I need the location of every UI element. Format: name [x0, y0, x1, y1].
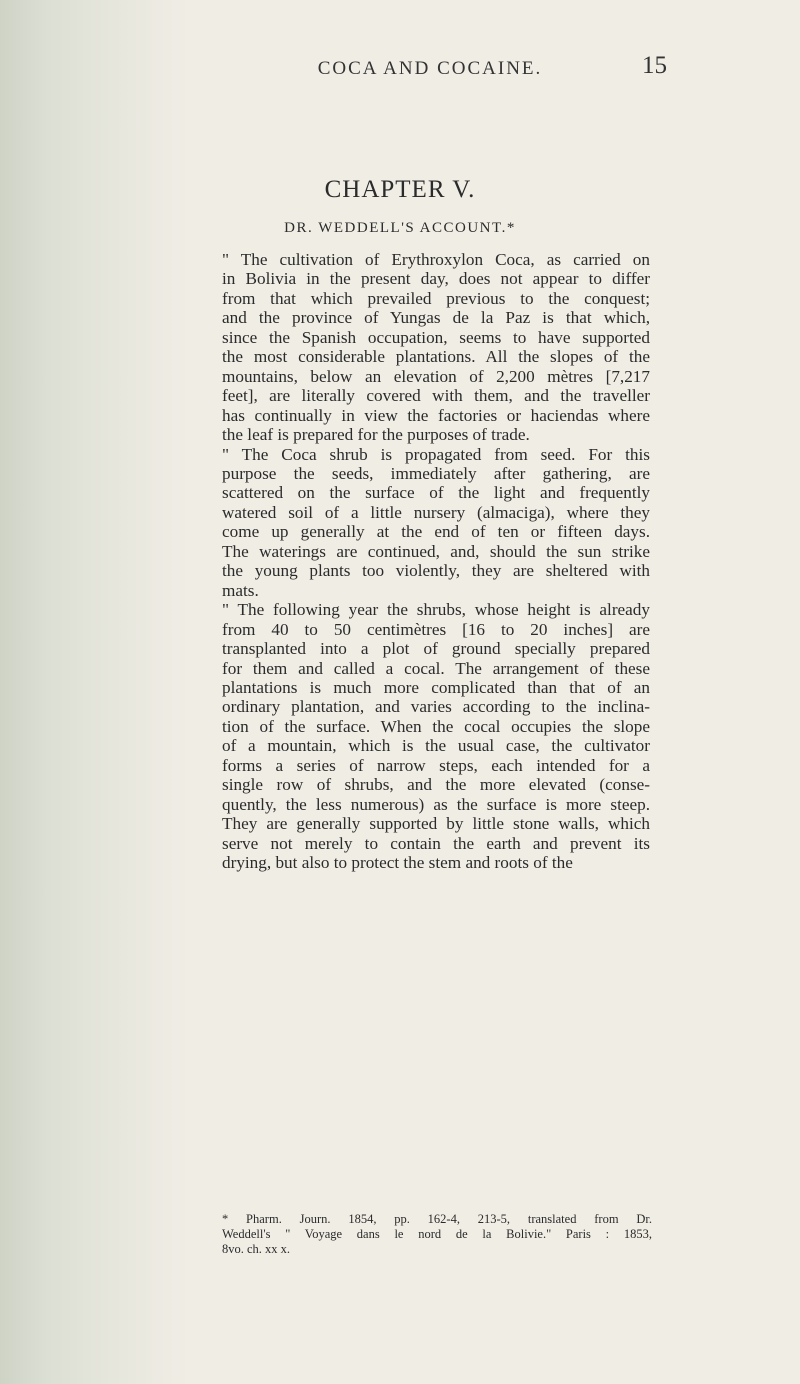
- body-line: watered soil of a little nursery (almaciga), where they: [222, 502, 650, 522]
- running-head: COCA AND COCAINE.: [317, 58, 543, 79]
- body-line: from that which prevailed previous to the conquest;: [222, 288, 650, 308]
- body-line: since the Spanish occupation, seems to have supported: [222, 327, 650, 347]
- body-line: mountains, below an elevation of 2,200 mètres [7,217: [222, 366, 650, 386]
- body-line: serve not merely to contain the earth and prevent its: [222, 833, 650, 853]
- body-line: the young plants too violently, they are sheltered with: [222, 561, 650, 581]
- body-line: " The cultivation of Erythroxylon Coca, as carried on: [222, 250, 650, 269]
- body-line: has continually in view the factories or haciendas where: [222, 405, 650, 425]
- body-line: " The Coca shrub is propagated from seed. For this: [222, 444, 650, 464]
- body-line: " The following year the shrubs, whose height is already: [222, 600, 650, 620]
- chapter-title: CHAPTER V.: [324, 176, 476, 203]
- body-line: come up generally at the end of ten or fifteen days.: [222, 522, 650, 542]
- body-line: transplanted into a plot of ground specially prepared: [222, 639, 650, 659]
- footnote-line: * Pharm. Journ. 1854, pp. 162-4, 213-5, translated from Dr.: [222, 1212, 652, 1226]
- body-line: for them and called a cocal. The arrangement of these: [222, 658, 650, 678]
- section-title: DR. WEDDELL'S ACCOUNT.*: [284, 220, 516, 236]
- body-line: of a mountain, which is the usual case, the cultivator: [222, 736, 650, 756]
- body-text: [222, 250, 650, 873]
- body-line: feet], are literally covered with them, and the traveller: [222, 386, 650, 406]
- body-line: The waterings are continued, and, should the sun strike: [222, 541, 650, 561]
- body-line: forms a series of narrow steps, each intended for a: [222, 755, 650, 775]
- body-line: the leaf is prepared for the purposes of trade.: [222, 425, 530, 445]
- body-line: They are generally supported by little stone walls, which: [222, 814, 650, 834]
- body-line: quently, the less numerous) as the surface is more steep.: [222, 794, 650, 814]
- body-line: scattered on the surface of the light and frequently: [222, 483, 650, 503]
- footnote-line: 8vo. ch. xx x.: [222, 1242, 291, 1256]
- body-line: purpose the seeds, immediately after gathering, are: [222, 463, 650, 483]
- body-line: and the province of Yungas de la Paz is that which,: [222, 308, 650, 328]
- body-line: in Bolivia in the present day, does not appear to differ: [222, 269, 650, 289]
- footnote-line: Weddell's " Voyage dans le nord de la Bolivie." Paris : 1853,: [222, 1227, 652, 1241]
- page-number: 15: [642, 52, 667, 79]
- body-line: the most considerable plantations. All the slopes of the: [222, 347, 650, 367]
- body-line: ordinary plantation, and varies according to the inclina-: [222, 697, 650, 717]
- body-line: single row of shrubs, and the more elevated (conse-: [222, 775, 650, 795]
- footnote: [222, 1212, 652, 1257]
- body-line: plantations is much more complicated than that of an: [222, 677, 650, 697]
- body-line: drying, but also to protect the stem and roots of the: [222, 853, 573, 873]
- body-line: tion of the surface. When the cocal occupies the slope: [222, 716, 650, 736]
- body-line: mats.: [222, 580, 259, 600]
- body-line: from 40 to 50 centimètres [16 to 20 inches] are: [222, 619, 650, 639]
